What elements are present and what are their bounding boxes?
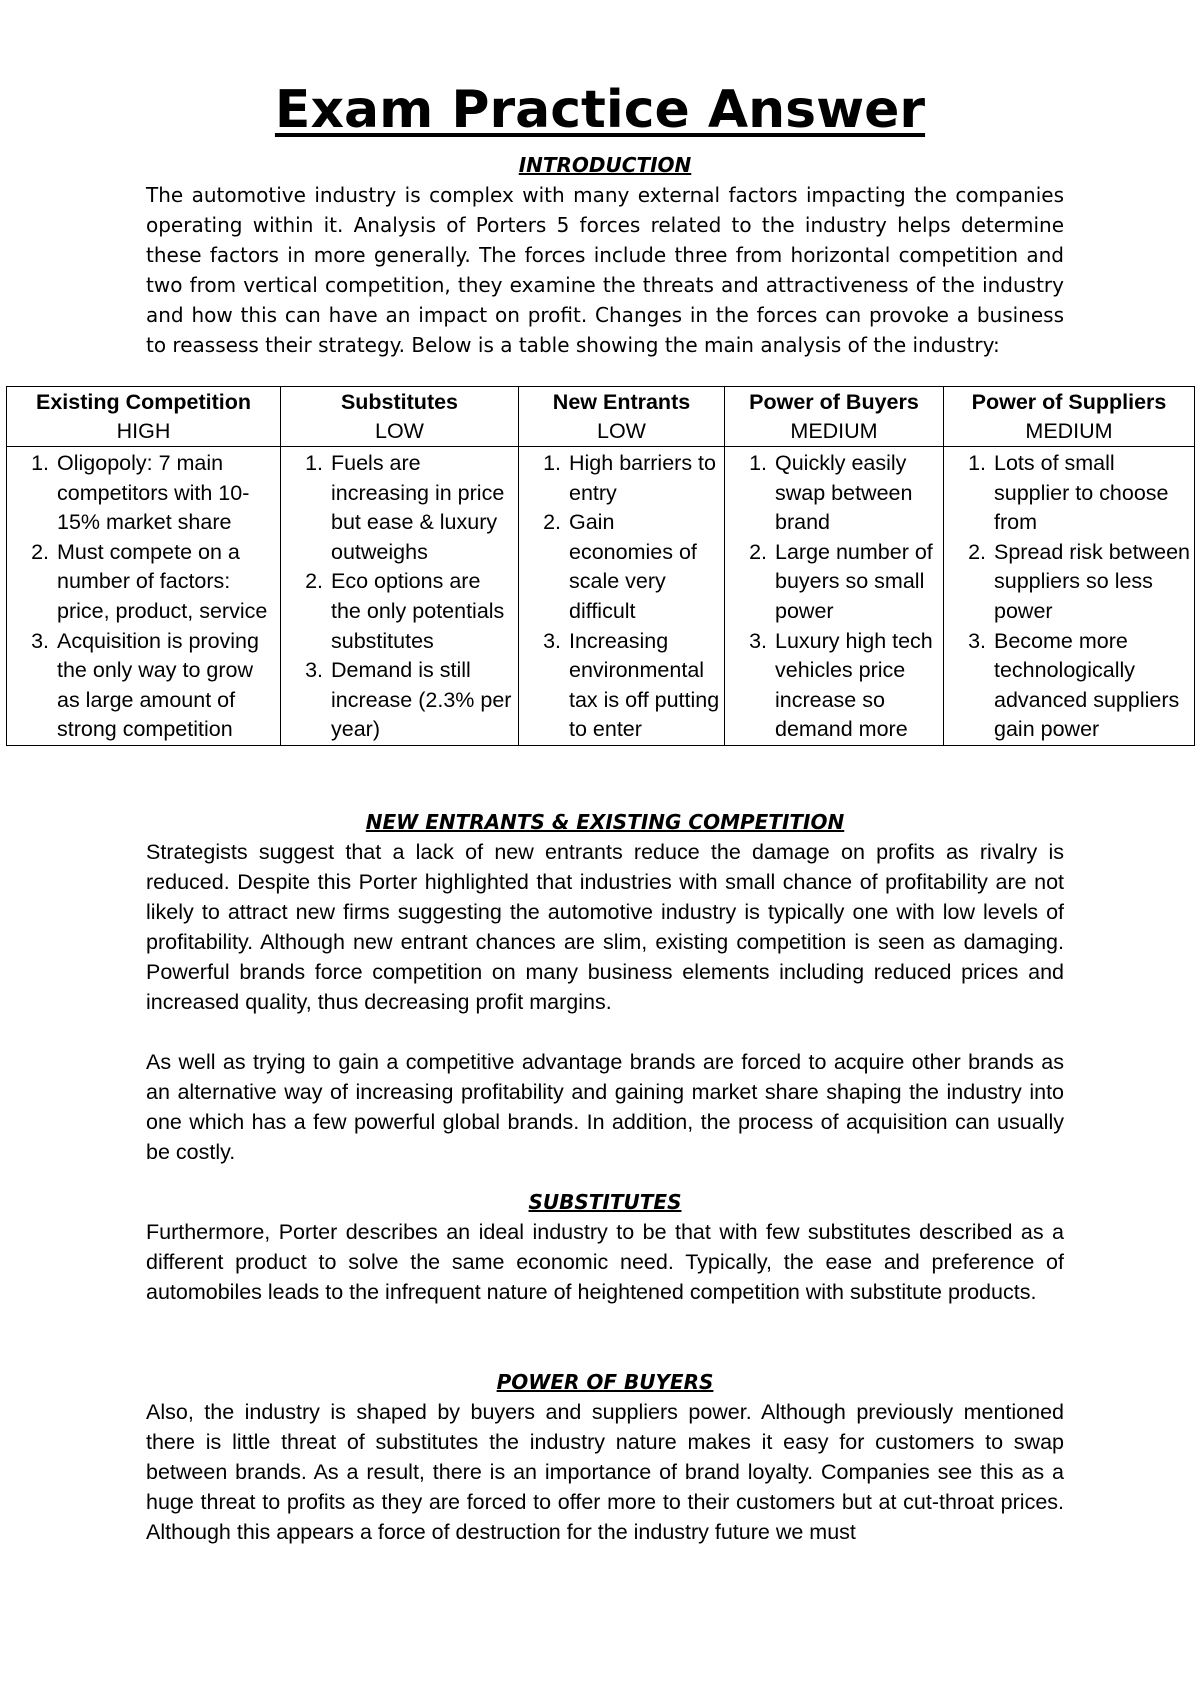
- points-list: [523, 449, 720, 745]
- list-item: 2. Large number of buyers so small power: [773, 538, 939, 627]
- force-level: LOW: [375, 419, 424, 443]
- points-list: [948, 449, 1190, 745]
- points-list: [11, 449, 276, 745]
- column-header: [7, 387, 281, 447]
- force-level: LOW: [597, 419, 646, 443]
- new-entrants-section: [146, 807, 1064, 1167]
- list-item: 3. Become more technologically advanced suppliers gain power: [992, 627, 1190, 745]
- table-row: [7, 447, 1195, 746]
- force-name: Substitutes: [340, 390, 459, 414]
- section-paragraph: Strategists suggest that a lack of new entrants reduce the damage on profits as rivalry is reduced. Despite this Porter highlighted that industries with small chance of profitability are not likely to attract new firms suggesting the automotive industry is typically one with low levels of profitability. Although new entrant chances are slim, existing competition is seen as damaging. Powerful brands force competition on many business elements including reduced prices and increased quality, thus decreasing profit margins.: [146, 840, 1064, 1014]
- section-heading: POWER OF BUYERS: [496, 1370, 714, 1394]
- section-heading: NEW ENTRANTS & EXISTING COMPETITION: [365, 810, 845, 834]
- table-cell: [944, 447, 1195, 746]
- list-item: 2. Eco options are the only potentials substitutes: [329, 567, 514, 656]
- list-item: 3. Demand is still increase (2.3% per year): [329, 656, 514, 745]
- table-cell: [281, 447, 519, 746]
- force-level: HIGH: [116, 419, 171, 443]
- force-name: Existing Competition: [36, 390, 251, 414]
- column-header: [281, 387, 519, 447]
- list-item: 1. Quickly easily swap between brand: [773, 449, 939, 538]
- list-item: 3. Acquisition is proving the only way to grow as large amount of strong competition: [55, 627, 276, 745]
- points-list: [285, 449, 514, 745]
- list-item: 2. Must compete on a number of factors: price, product, service: [55, 538, 276, 627]
- force-name: Power of Suppliers: [971, 390, 1167, 414]
- column-header: [519, 387, 725, 447]
- list-item: 1. High barriers to entry: [567, 449, 720, 508]
- list-item: 3. Increasing environmental tax is off putting to enter: [567, 627, 720, 745]
- substitutes-section: [146, 1187, 1064, 1307]
- section-heading: SUBSTITUTES: [528, 1190, 682, 1214]
- force-level: MEDIUM: [1025, 419, 1113, 443]
- list-item: 2. Spread risk between suppliers so less power: [992, 538, 1190, 627]
- introduction-paragraph: The automotive industry is complex with many external factors impacting the companies operating within it. Analysis of Porters 5 forces related to the industry helps determine these factors in more generally. The forces include three from horizontal competition and two from vertical competition, they examine the threats and attractiveness of the industry and how this can have an impact on profit. Changes in the forces can provoke a business to reassess their strategy. Below is a table showing the main analysis of the industry:: [146, 183, 1064, 357]
- list-item: 3. Luxury high tech vehicles price increase so demand more: [773, 627, 939, 745]
- list-item: 1. Oligopoly: 7 main competitors with 10-15% market share: [55, 449, 276, 538]
- list-item: 1. Fuels are increasing in price but ease & luxury outweighs: [329, 449, 514, 567]
- list-item: 1. Lots of small supplier to choose from: [992, 449, 1190, 538]
- section-paragraph: Also, the industry is shaped by buyers and suppliers power. Although previously mentioned there is little threat of substitutes the industry nature makes it easy for customers to swap between brands. As a result, there is an importance of brand loyalty. Companies see this as a huge threat to profits as they are forced to offer more to their customers but at cut-throat prices. Although this appears a force of destruction for the industry future we must: [146, 1400, 1064, 1544]
- column-header: [944, 387, 1195, 447]
- table-cell: [7, 447, 281, 746]
- force-name: Power of Buyers: [749, 390, 919, 414]
- page-title: Exam Practice Answer: [274, 80, 926, 140]
- points-list: [729, 449, 939, 745]
- list-item: 2. Gain economies of scale very difficult: [567, 508, 720, 626]
- force-name: New Entrants: [552, 390, 691, 414]
- section-paragraph: Furthermore, Porter describes an ideal industry to be that with few substitutes described as a different product to solve the same economic need. Typically, the ease and preference of automobiles leads to the infrequent nature of heightened competition with substitute products.: [146, 1220, 1064, 1304]
- column-header: [725, 387, 944, 447]
- table-cell: [725, 447, 944, 746]
- introduction-heading: INTRODUCTION: [518, 153, 692, 177]
- section-paragraph: As well as trying to gain a competitive advantage brands are forced to acquire other brands as an alternative way of increasing profitability and gaining market share shaping the industry into one which has a few powerful global brands. In addition, the process of acquisition can usually be costly.: [146, 1050, 1064, 1164]
- force-level: MEDIUM: [790, 419, 878, 443]
- porters-five-forces-table: [6, 386, 1195, 746]
- introduction-section: [146, 150, 1064, 360]
- power-of-buyers-section: [146, 1367, 1064, 1547]
- table-header-row: [7, 387, 1195, 447]
- table-cell: [519, 447, 725, 746]
